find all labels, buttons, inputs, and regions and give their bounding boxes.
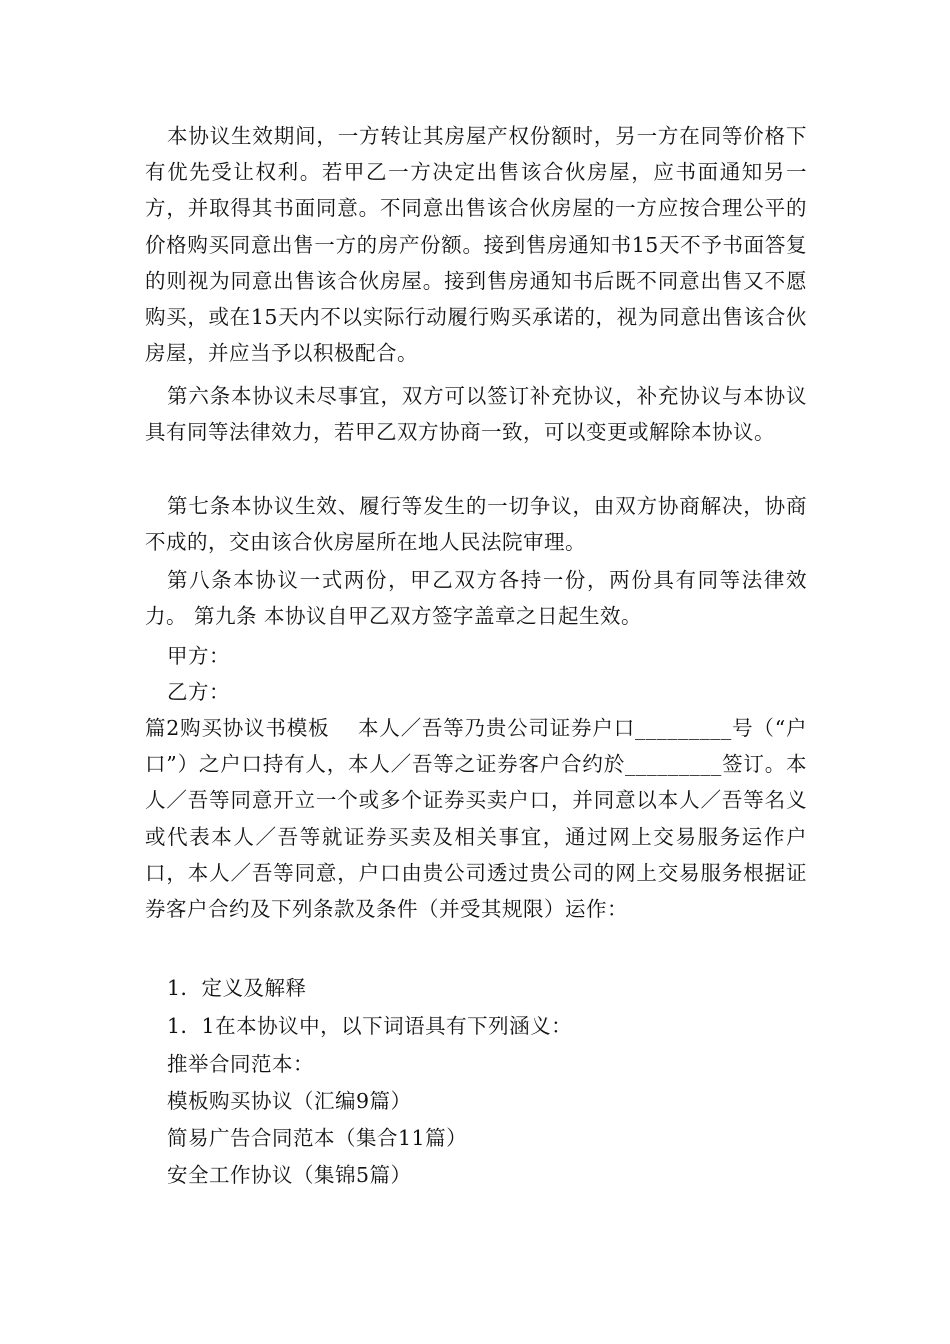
paragraph-template-2: 篇2购买协议书模板 本人／吾等乃贵公司证券户口_________号（“户口”）之户口持有人，本人／吾等之证券客户合约於_________签订。本人／吾等同意开立一个或多个证券买卖户口，并同意以本人／吾等名义或代表本人／吾等就证券买卖及相关事宜，通过网上交易服务运作户口，本人／吾等同意，户口由贵公司透过贵公司的网上交易服务根据证券客户合约及下列条款及条件（并受其规限）运作： — [145, 716, 807, 922]
paragraph-article-6: 第六条本协议未尽事宜，双方可以签订补充协议，补充协议与本协议具有同等法律效力，若甲乙双方协商一致，可以变更或解除本协议。 — [145, 384, 807, 445]
paragraph-property-transfer: 本协议生效期间，一方转让其房屋产权份额时，另一方在同等价格下有优先受让权利。若甲乙一方决定出售该合伙房屋，应书面通知另一方，并取得其书面同意。不同意出售该合伙房屋的一方应按合理公平的价格购买同意出售一方的房产份额。接到售房通知书15天不予书面答复的则视为同意出售该合伙房屋。接到售房通知书后既不同意出售又不愿购买，或在15天内不以实际行动履行购买承诺的，视为同意出售该合伙房屋，并应当予以积极配合。 — [145, 124, 807, 366]
section-definitions: 1．定义及解释 — [167, 976, 307, 1000]
party-b-label: 乙方： — [167, 680, 230, 704]
paragraph-article-7: 第七条本协议生效、履行等发生的一切争议，由双方协商解决，协商不成的，交由该合伙房屋所在地人民法院审理。 — [145, 494, 807, 555]
section-1-1: 1．1在本协议中，以下词语具有下列涵义： — [167, 1014, 573, 1038]
recommended-link-1[interactable]: 模板购买协议（汇编9篇） — [167, 1089, 412, 1113]
recommended-heading: 推举合同范本： — [167, 1052, 314, 1076]
recommended-link-3[interactable]: 安全工作协议（集锦5篇） — [167, 1163, 412, 1187]
paragraph-article-8-9: 第八条本协议一式两份，甲乙双方各持一份，两份具有同等法律效力。 第九条 本协议自甲乙双方签字盖章之日起生效。 — [145, 568, 807, 629]
recommended-link-2[interactable]: 简易广告合同范本（集合11篇） — [167, 1126, 468, 1150]
party-a-label: 甲方： — [167, 644, 230, 668]
